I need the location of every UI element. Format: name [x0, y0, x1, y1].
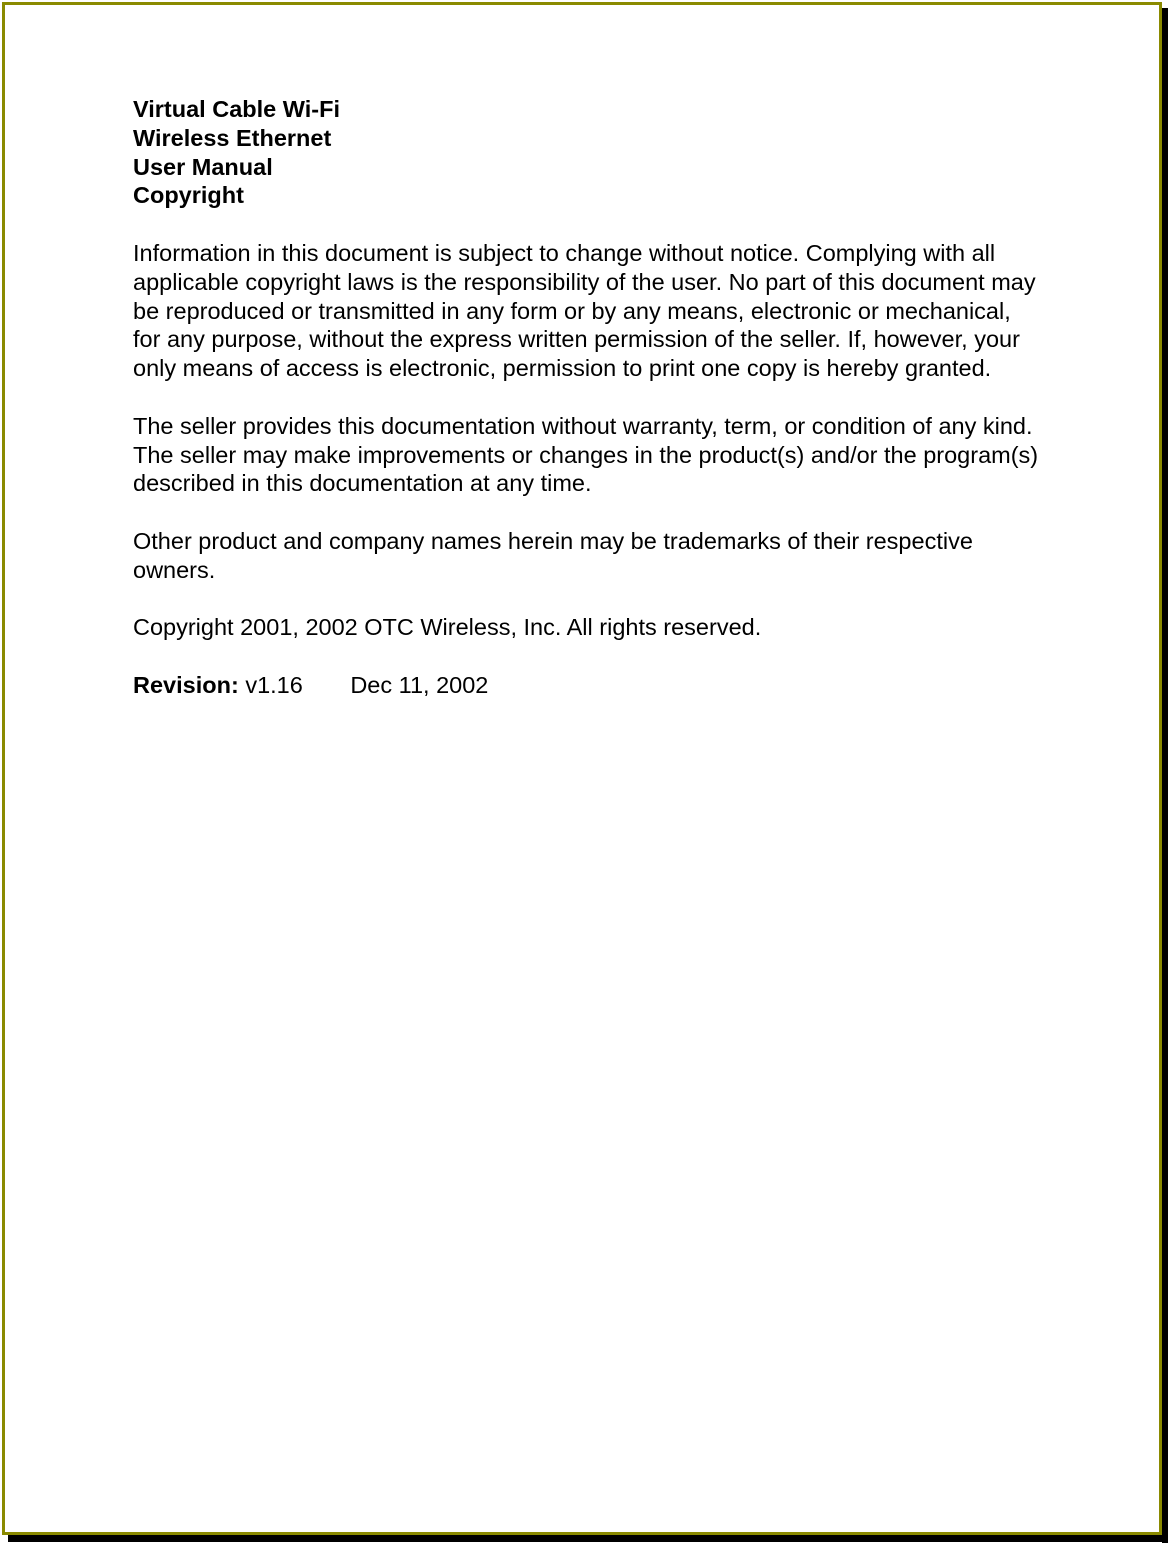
title-block	[133, 95, 1043, 210]
revision-label: Revision:	[133, 671, 239, 698]
revision-version: v1.16	[245, 671, 303, 698]
paragraph-trademarks: Other product and company names herein may be trademarks of their respective owners.	[133, 527, 973, 583]
revision-date: Dec 11, 2002	[350, 671, 489, 698]
section-heading-copyright: Copyright	[133, 182, 244, 209]
page-shadow-right	[1162, 8, 1168, 1543]
manual-title: User Manual	[133, 153, 273, 180]
paragraph-warranty: The seller provides this documentation without warranty, term, or condition of any kind. The seller may make improvements or changes in the product(s) and/or the program(s) described in this documentation at any time.	[133, 412, 1039, 497]
product-title: Virtual Cable Wi-Fi	[133, 96, 340, 122]
document-content	[133, 95, 1043, 729]
page-shadow-bottom	[8, 1535, 1168, 1542]
paragraph-copyright: Copyright 2001, 2002 OTC Wireless, Inc. All rights reserved.	[133, 614, 762, 641]
product-subtitle: Wireless Ethernet	[133, 124, 332, 151]
revision-line	[133, 671, 1043, 700]
paragraph-notice: Information in this document is subject to change without notice. Complying with all applicable copyright laws is the responsibility of the user. No part of this document may be reproduced or transmitted in any form or by any means, electronic or mechanical, for any purpose, without the express written permission of the seller. If, however, your only means of access is electronic, permission to print one copy is hereby granted.	[133, 239, 1036, 382]
